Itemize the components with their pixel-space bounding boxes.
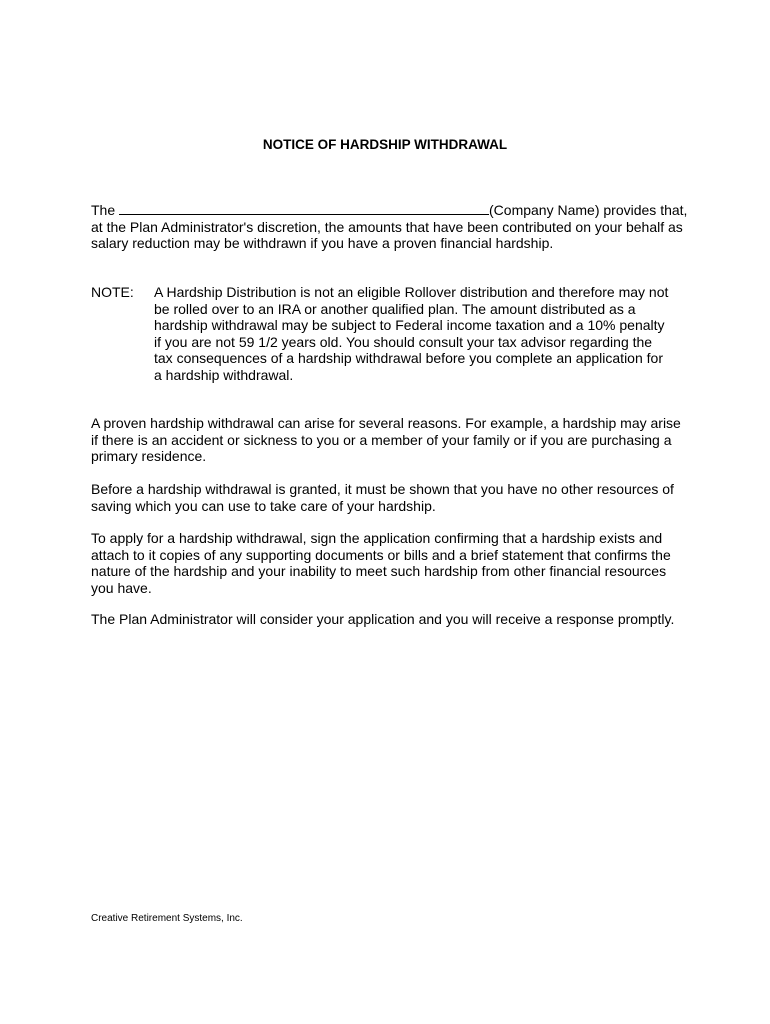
how-to-apply-paragraph: To apply for a hardship withdrawal, sign the application confirming that a hardship exists and attach to it copies of any supporting documents or bills and a brief statement that confirms the nature of the hardship and your inability to meet such hardship from other financial resources you have. [91, 530, 671, 596]
response-paragraph: The Plan Administrator will consider your application and you will receive a response promptly. [91, 611, 675, 627]
intro-suffix: (Company Name) provides that, at the Plan Administrator's discretion, the amounts that have been contributed on your behalf as salary reduction may be withdrawn if you have a proven financial hardship. [91, 202, 688, 251]
intro-paragraph [91, 202, 691, 252]
other-resources-paragraph: Before a hardship withdrawal is granted, it must be shown that you have no other resources of saving which you can use to take care of your hardship. [91, 481, 674, 514]
footer-company: Creative Retirement Systems, Inc. [91, 913, 243, 924]
intro-prefix: The [91, 202, 120, 218]
page-title: NOTICE OF HARDSHIP WITHDRAWAL [262, 137, 508, 152]
note-text: A Hardship Distribution is not an eligible Rollover distribution and therefore may not be rolled over to an IRA or another qualified plan. The amount distributed as a hardship withdrawal may be subject to Federal income taxation and a 10% penalty if you are not 59 1/2 years old. You should consult your tax advisor regarding the tax consequences of a hardship withdrawal before you complete an application for a hardship withdrawal. [154, 284, 669, 383]
hardship-reasons-paragraph: A proven hardship withdrawal can arise for several reasons. For example, a hardship may arise if there is an accident or sickness to you or a member of your family or if you are purchasing a primary residence. [91, 415, 681, 464]
company-name-blank [119, 202, 489, 215]
note-label: NOTE: [91, 284, 134, 300]
